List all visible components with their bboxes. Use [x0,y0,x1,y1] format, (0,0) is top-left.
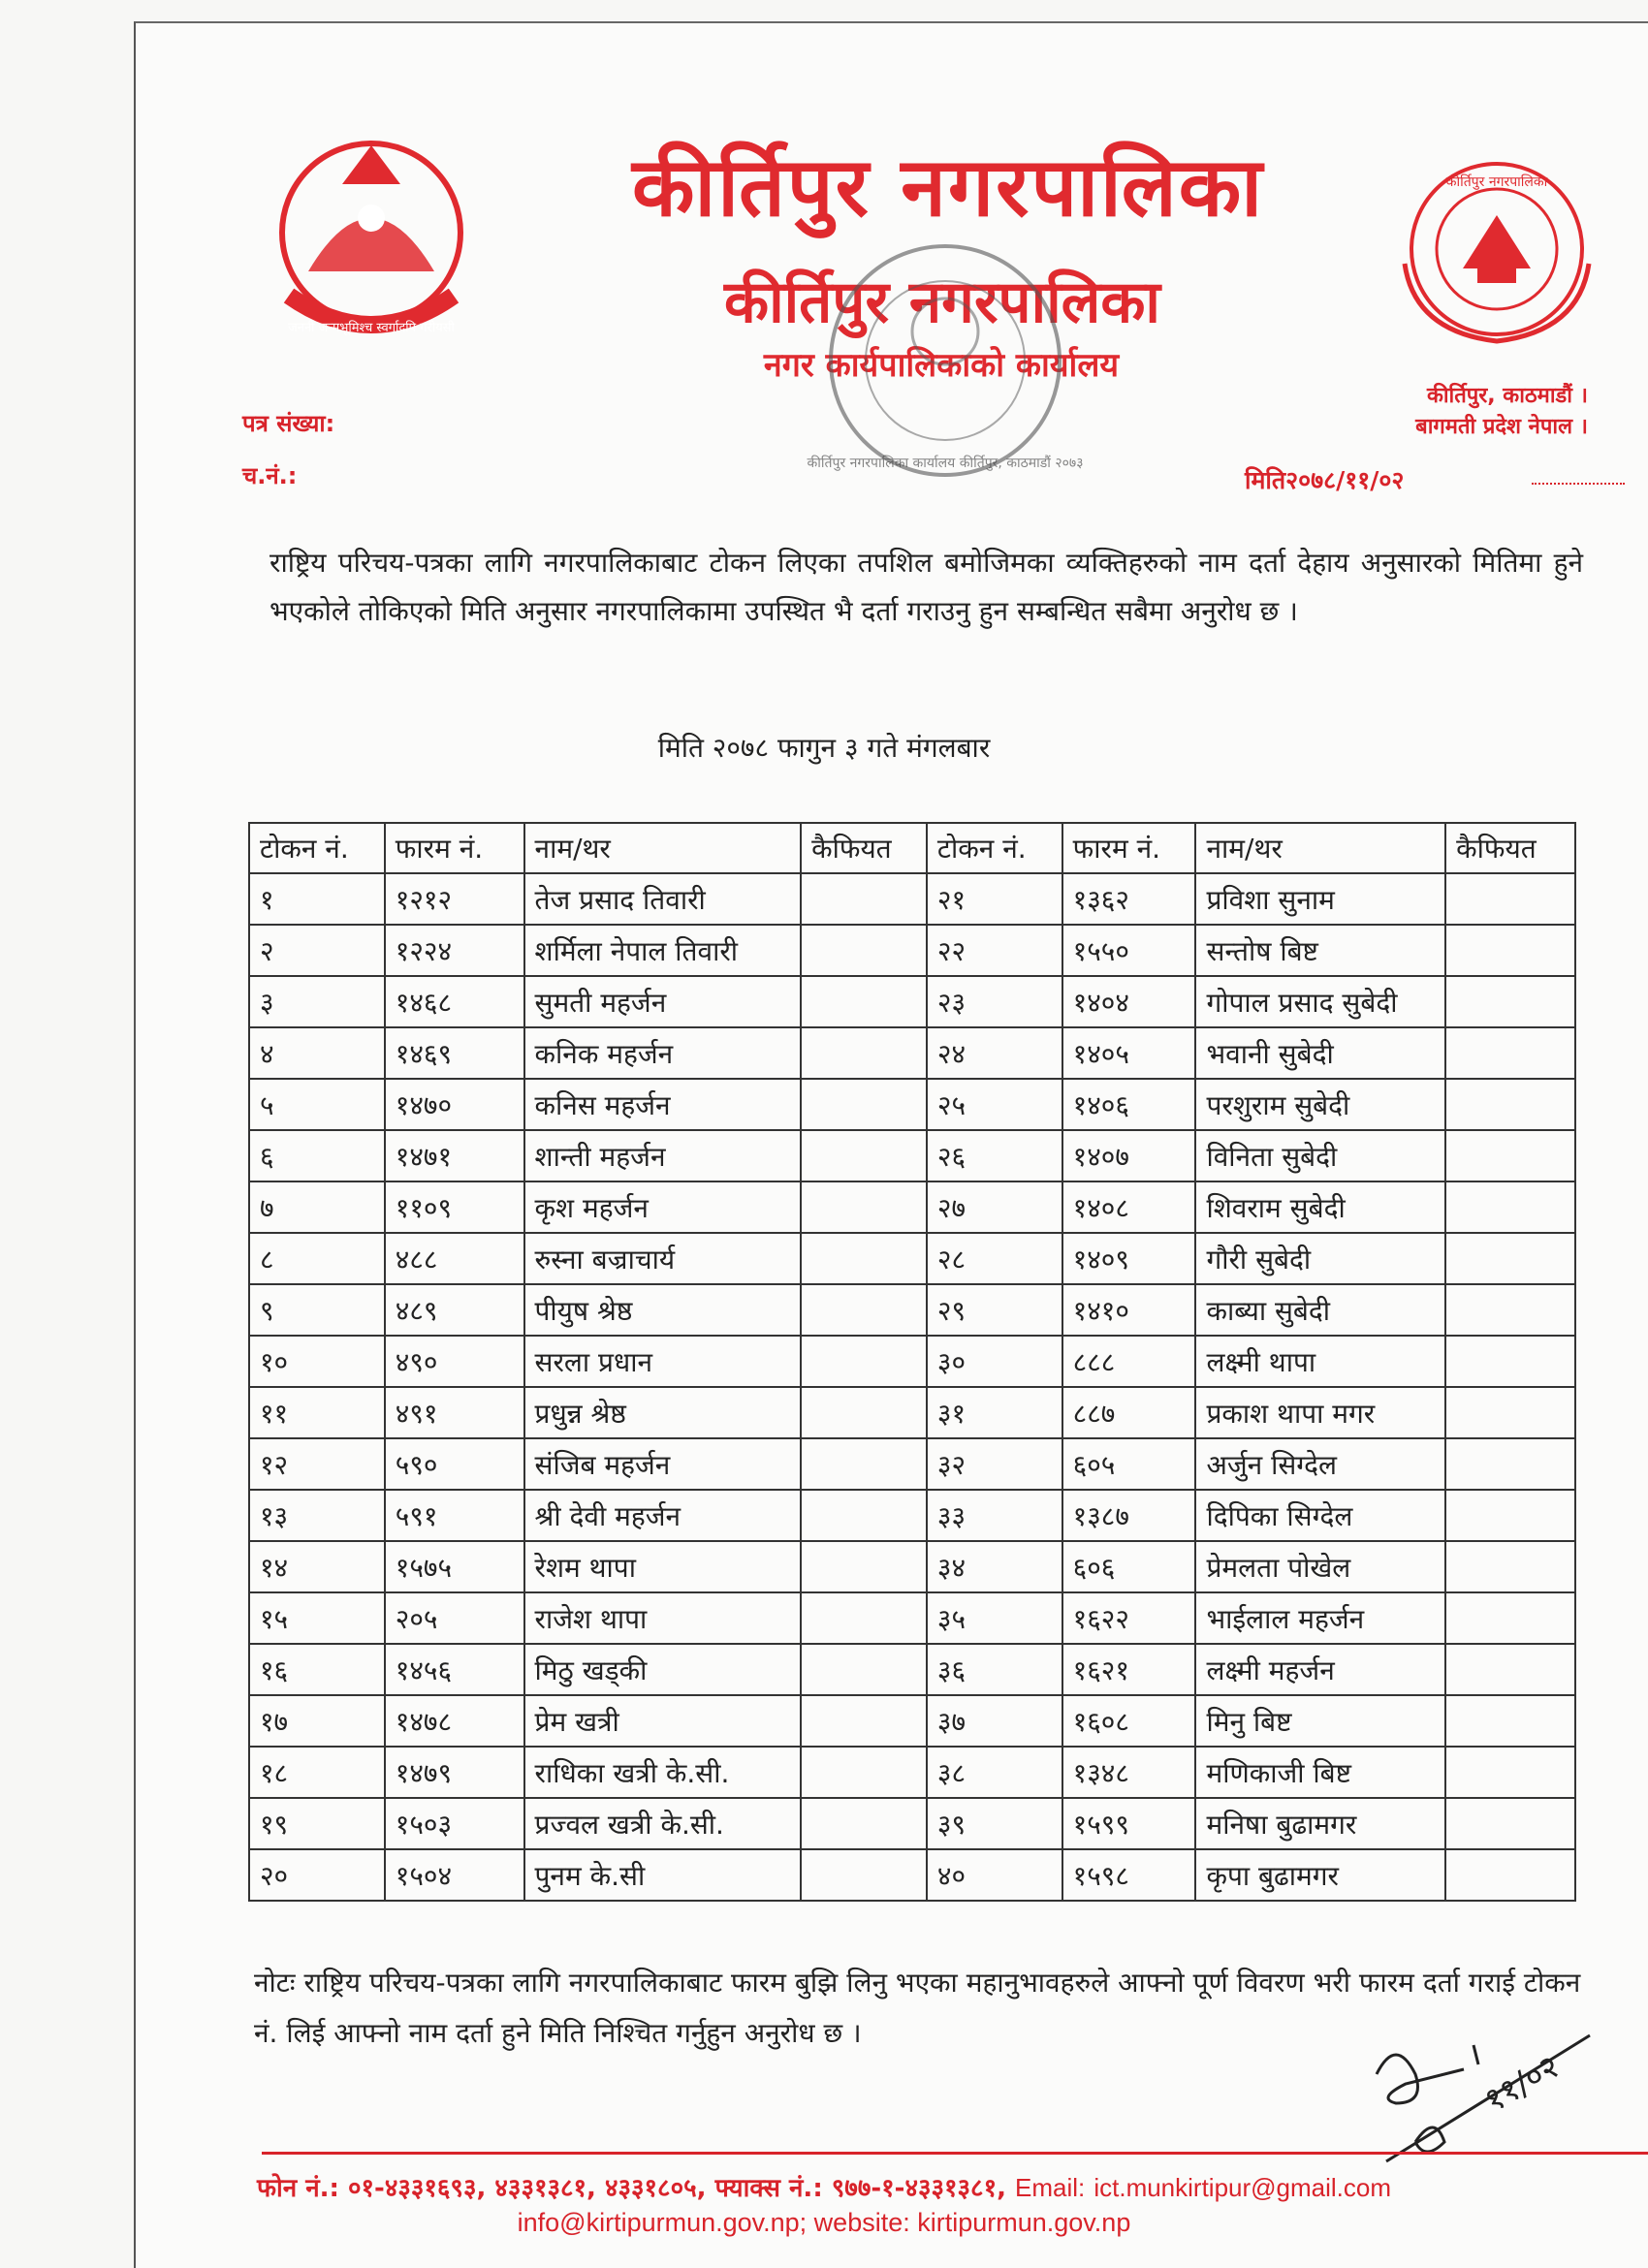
table-cell: शिवराम सुबेदी [1195,1181,1445,1233]
table-row [249,1181,1575,1233]
date-value: २०७८/११/०२ [1285,466,1405,494]
table-cell [801,925,927,976]
table-cell: १४६८ [385,976,524,1027]
table-cell: प्रकाश थापा मगर [1195,1387,1445,1438]
table-cell: ४८९ [385,1284,524,1336]
address-line-2: बागमती प्रदेश नेपाल । [1415,415,1588,439]
table-cell: १५०३ [385,1798,524,1849]
table-cell: २५ [927,1079,1062,1130]
table-row [249,1438,1575,1490]
table-cell: ४० [927,1849,1062,1901]
table-cell: १२२४ [385,925,524,976]
table-cell [801,976,927,1027]
table-header-row [249,823,1575,873]
table-cell: १४ [249,1541,385,1592]
table-cell: १५९९ [1062,1798,1196,1849]
table-row [249,873,1575,925]
table-cell: २०५ [385,1592,524,1644]
column-header: नाम/थर [524,823,802,873]
phone-value: ०१-४३३१६९३, ४३३१३८१, ४३३१८०५, [348,2174,707,2203]
table-row [249,1541,1575,1592]
table-cell: १३४८ [1062,1747,1196,1798]
table-cell: १५७५ [385,1541,524,1592]
table-cell [1445,1233,1575,1284]
table-cell: १६२२ [1062,1592,1196,1644]
table-cell: मणिकाजी बिष्ट [1195,1747,1445,1798]
footer-contact-line [0,2169,1648,2204]
table-cell [801,1592,927,1644]
table-cell: ३५ [927,1592,1062,1644]
table-cell: विनिता सुबेदी [1195,1130,1445,1181]
table-cell: २० [249,1849,385,1901]
table-cell: १४७० [385,1079,524,1130]
table-cell [1445,1284,1575,1336]
table-cell: १२१२ [385,873,524,925]
table-cell [1445,925,1575,976]
table-cell: ४९० [385,1336,524,1387]
table-cell: १६२१ [1062,1644,1196,1695]
table-cell: प्रेम खत्री [524,1695,802,1747]
table-cell: काब्या सुबेदी [1195,1284,1445,1336]
table-cell: कनिक महर्जन [524,1027,802,1079]
table-cell [1445,1438,1575,1490]
table-cell: १५०४ [385,1849,524,1901]
table-cell: १३ [249,1490,385,1541]
table-cell: सन्तोष बिष्ट [1195,925,1445,976]
table-cell: ११ [249,1387,385,1438]
table-cell [801,1079,927,1130]
table-cell: १६ [249,1644,385,1695]
table-cell: २१ [927,873,1062,925]
column-header: कैफियत [801,823,927,873]
table-cell: प्रविशा सुनाम [1195,873,1445,925]
table-row [249,1798,1575,1849]
table-cell: ८८७ [1062,1387,1196,1438]
column-header: कैफियत [1445,823,1575,873]
fax-label: फ्याक्स नं.: [714,2174,823,2203]
table-cell: ६ [249,1130,385,1181]
table-cell: १४५६ [385,1644,524,1695]
footer-divider [262,2152,1648,2155]
table-cell: ३६ [927,1644,1062,1695]
table-cell: १४७९ [385,1747,524,1798]
table-cell [801,1336,927,1387]
table-cell [1445,1798,1575,1849]
footer-web-line[interactable]: info@kirtipurmun.gov.np; website: kirtipurmun.gov.np [517,2208,1131,2237]
token-table [248,822,1576,1902]
table-cell [1445,976,1575,1027]
table-cell: १३८७ [1062,1490,1196,1541]
table-row [249,1644,1575,1695]
table-cell: प्रधुन्न श्रेष्ठ [524,1387,802,1438]
table-row [249,1592,1575,1644]
table-cell: १७ [249,1695,385,1747]
table-cell: कनिस महर्जन [524,1079,802,1130]
dispatch-number [242,459,297,491]
table-cell: १४०६ [1062,1079,1196,1130]
phone-label: फोन नं.: [256,2174,339,2203]
table-body [249,873,1575,1901]
letter-number-label: पत्र संख्या: [242,410,335,437]
body-paragraph: राष्ट्रिय परिचय-पत्रका लागि नगरपालिकाबाट टोकन लिएका तपशिल बमोजिमका व्यक्तिहरुको नाम दर्ता देहाय अनुसारको मितिमा हुने भएकोले तोकिएको मिति अनुसार नगरपालिकामा उपस्थित भै दर्ता गराउनु हुन सम्बन्धित सबैमा अनुरोध छ । [269,547,1583,627]
table-cell [1445,1181,1575,1233]
table-cell: ३० [927,1336,1062,1387]
table-row [249,1233,1575,1284]
table-cell [1445,1027,1575,1079]
table-cell: अर्जुन सिग्देल [1195,1438,1445,1490]
table-cell: कृपा बुढामगर [1195,1849,1445,1901]
date-dotted-line [1532,483,1625,485]
table-row [249,1284,1575,1336]
table-cell: ३९ [927,1798,1062,1849]
table-cell: १ [249,873,385,925]
table-cell: ५ [249,1079,385,1130]
table-cell: १९ [249,1798,385,1849]
table-row [249,1079,1575,1130]
letterhead-office-name: नगर कार्यपालिकाको कार्यालय [763,346,1120,385]
column-header: टोकन नं. [249,823,385,873]
table-cell [1445,1644,1575,1695]
table-cell [801,1387,927,1438]
table-cell: दिपिका सिग्देल [1195,1490,1445,1541]
dispatch-number-label: च.नं.: [242,462,298,489]
table-cell [801,873,927,925]
column-header: टोकन नं. [927,823,1062,873]
table-cell: लक्ष्मी थापा [1195,1336,1445,1387]
table-cell: २६ [927,1130,1062,1181]
fax-value: ९७७-१-४३३१३८१, [831,2174,1006,2203]
table-cell: ६०५ [1062,1438,1196,1490]
table-cell: २९ [927,1284,1062,1336]
table-cell [801,1181,927,1233]
table-cell: मिनु बिष्ट [1195,1695,1445,1747]
table-cell: ३१ [927,1387,1062,1438]
table-cell: कृश महर्जन [524,1181,802,1233]
table-cell [801,1027,927,1079]
stamp-text: कीर्तिपुर नगरपालिका कार्यालय कीर्तिपुर, काठमाडौं २०७३ [807,456,1084,471]
letterhead-title-stylized: कीर्तिपुर नगरपालिका [632,139,1264,235]
table-cell: ६०६ [1062,1541,1196,1592]
table-cell: ४९१ [385,1387,524,1438]
table-cell: ५९० [385,1438,524,1490]
table-cell [801,1695,927,1747]
table-cell: गौरी सुबेदी [1195,1233,1445,1284]
date-label: मिति [1245,466,1286,494]
table-cell: १४०७ [1062,1130,1196,1181]
table-cell: १४०५ [1062,1027,1196,1079]
email-link[interactable]: ict.munkirtipur@gmail.com [1093,2173,1392,2202]
table-row [249,1336,1575,1387]
table-cell: ३८ [927,1747,1062,1798]
table-row [249,1747,1575,1798]
table-cell [1445,1695,1575,1747]
table-cell: २२ [927,925,1062,976]
table-cell: राजेश थापा [524,1592,802,1644]
table-cell: ३३ [927,1490,1062,1541]
table-cell: सुमती महर्जन [524,976,802,1027]
table-cell: रुस्ना बज्राचार्य [524,1233,802,1284]
table-cell: २७ [927,1181,1062,1233]
table-cell [1445,1490,1575,1541]
table-cell [1445,1592,1575,1644]
table-cell [1445,1387,1575,1438]
table-cell: ५९१ [385,1490,524,1541]
table-cell [801,1644,927,1695]
table-cell [801,1233,927,1284]
table-cell [801,1438,927,1490]
table-cell: गोपाल प्रसाद सुबेदी [1195,976,1445,1027]
right-emblem-text: कीर्तिपुर नगरपालिका [1445,174,1548,190]
table-cell [1445,1130,1575,1181]
nepal-emblem-icon [250,126,492,359]
table-cell: २३ [927,976,1062,1027]
table-cell: पुनम के.सी [524,1849,802,1901]
table-cell: ११०९ [385,1181,524,1233]
table-cell [801,1747,927,1798]
table-cell [1445,1541,1575,1592]
table-cell: १४७१ [385,1130,524,1181]
table-cell: ४८८ [385,1233,524,1284]
table-cell: मिठु खड्की [524,1644,802,1695]
table-cell: लक्ष्मी महर्जन [1195,1644,1445,1695]
table-cell: २ [249,925,385,976]
table-cell: मनिषा बुढामगर [1195,1798,1445,1849]
table-cell: ८८८ [1062,1336,1196,1387]
table-cell [1445,1849,1575,1901]
table-cell: राधिका खत्री के.सी. [524,1747,802,1798]
signature-date: ११/०२ [1477,2047,1567,2121]
table-cell: १४७८ [385,1695,524,1747]
table-cell: ८ [249,1233,385,1284]
table-cell: ७ [249,1181,385,1233]
table-cell: १८ [249,1747,385,1798]
table-row [249,1387,1575,1438]
table-row [249,925,1575,976]
table-cell: १५५० [1062,925,1196,976]
table-cell [801,1284,927,1336]
address-line-1: कीर्तिपुर, काठमाडौं । [1426,384,1588,408]
table-cell: तेज प्रसाद तिवारी [524,873,802,925]
table-cell [801,1130,927,1181]
table-cell: भाईलाल महर्जन [1195,1592,1445,1644]
table-cell: १४६९ [385,1027,524,1079]
table-cell: प्रेमलता पोखेल [1195,1541,1445,1592]
table-cell: संजिब महर्जन [524,1438,802,1490]
table-cell: ३२ [927,1438,1062,1490]
table-cell [1445,1079,1575,1130]
table-cell: १३६२ [1062,873,1196,925]
table-cell: पीयुष श्रेष्ठ [524,1284,802,1336]
table-row [249,1027,1575,1079]
table-cell: १६०८ [1062,1695,1196,1747]
letter-number [242,407,334,439]
table-cell: ३ [249,976,385,1027]
schedule-heading: मिति २०७८ फागुन ३ गते मंगलबार [657,732,991,764]
table-cell: ३४ [927,1541,1062,1592]
table-cell [1445,873,1575,925]
table-row [249,1849,1575,1901]
table-cell [801,1541,927,1592]
table-cell: १० [249,1336,385,1387]
table-cell: २८ [927,1233,1062,1284]
table-cell: श्री देवी महर्जन [524,1490,802,1541]
table-cell: २४ [927,1027,1062,1079]
table-cell: परशुराम सुबेदी [1195,1079,1445,1130]
table-cell: शान्ती महर्जन [524,1130,802,1181]
table-cell: १४०८ [1062,1181,1196,1233]
table-cell: ४ [249,1027,385,1079]
municipality-logo-icon [1371,147,1623,370]
table-row [249,976,1575,1027]
table-row [249,1695,1575,1747]
table-cell [801,1798,927,1849]
letterhead-municipality-name: कीर्तिपुर नगरपालिका [724,268,1160,336]
table-cell: ९ [249,1284,385,1336]
table-cell: १४१० [1062,1284,1196,1336]
table-cell [801,1490,927,1541]
table-cell [801,1849,927,1901]
table-cell: भवानी सुबेदी [1195,1027,1445,1079]
left-emblem-motto: जननी जन्मभूमिश्च स्वर्गादपि गरीयसी [288,321,455,335]
office-stamp-icon [800,225,1091,496]
table-row [249,1130,1575,1181]
table-cell: १५ [249,1592,385,1644]
table-cell [1445,1747,1575,1798]
table-cell: १२ [249,1438,385,1490]
column-header: फारम नं. [1062,823,1196,873]
note-paragraph: नोटः राष्ट्रिय परिचय-पत्रका लागि नगरपालिकाबाट फारम बुझि लिनु भएका महानुभावहरुले आफ्नो पूर्ण विवरण भरी फारम दर्ता गराई टोकन नं. लिई आफ्नो नाम दर्ता हुने मिति निश्चित गर्नुहुन अनुरोध छ । [254,1967,1581,2049]
email-label: Email: [1015,2173,1086,2202]
table-cell: १५९८ [1062,1849,1196,1901]
table-cell: १४०९ [1062,1233,1196,1284]
table-cell: सरला प्रधान [524,1336,802,1387]
letter-date [1245,463,1404,496]
table-cell: ३७ [927,1695,1062,1747]
column-header: नाम/थर [1195,823,1445,873]
table-cell [1445,1336,1575,1387]
table-cell: १४०४ [1062,976,1196,1027]
table-cell: प्रज्वल खत्री के.सी. [524,1798,802,1849]
column-header: फारम नं. [385,823,524,873]
signature-icon [1357,2016,1648,2190]
table-cell: शर्मिला नेपाल तिवारी [524,925,802,976]
table-row [249,1490,1575,1541]
table-cell: रेशम थापा [524,1541,802,1592]
